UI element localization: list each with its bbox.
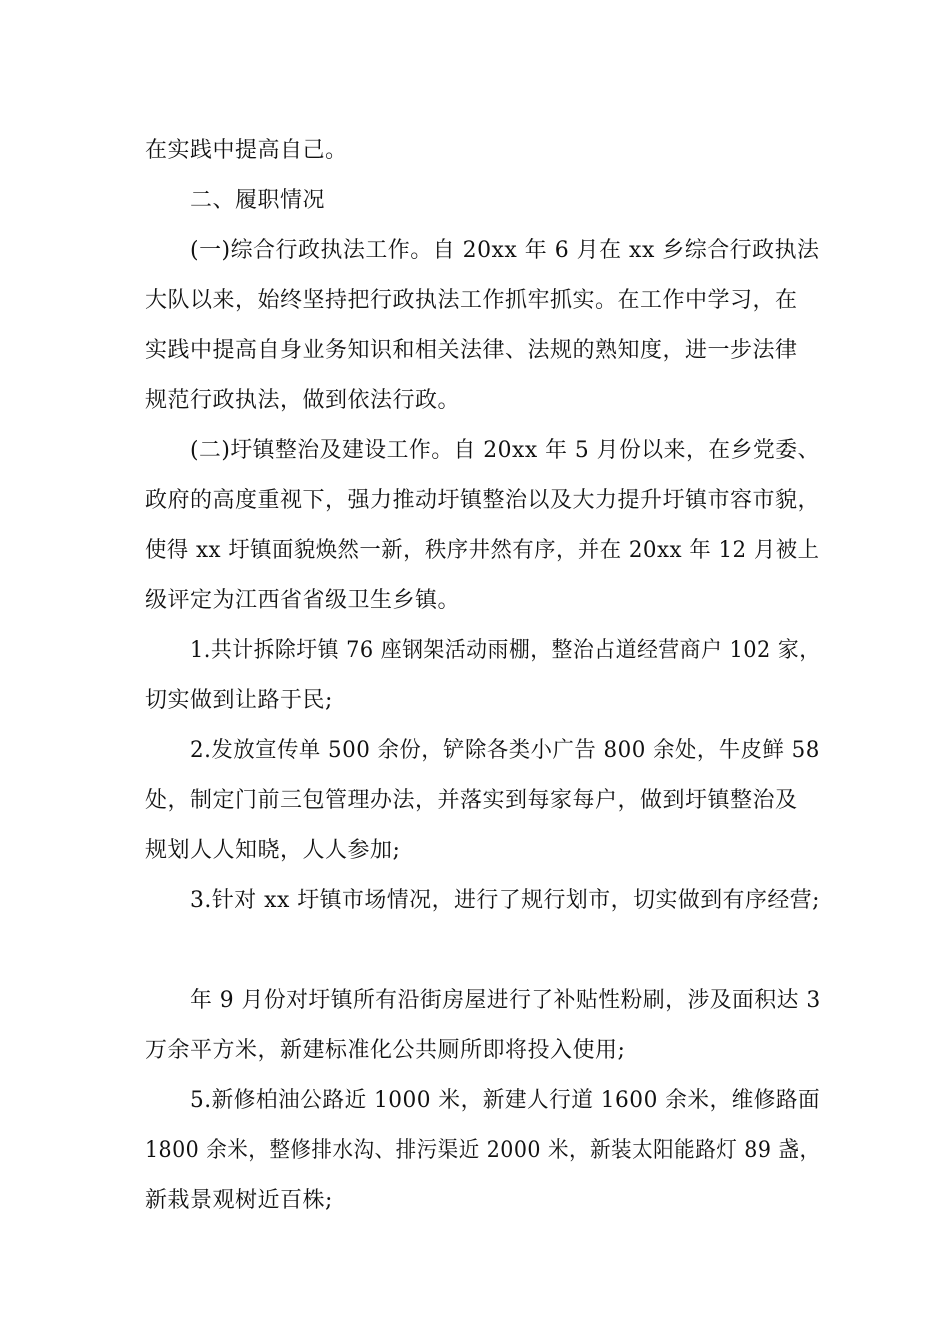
text-line: 使得 xx 圩镇面貌焕然一新，秩序井然有序，并在 20xx 年 12 月被上 (145, 538, 820, 563)
text-line: 切实做到让路于民; (145, 688, 333, 713)
text-line: 在实践中提高自己。 (145, 138, 348, 163)
text-line: 实践中提高自身业务知识和相关法律、法规的熟知度，进一步法律 (145, 338, 798, 363)
text-line: 政府的高度重视下，强力推动圩镇整治以及大力提升圩镇市容市貌， (145, 488, 821, 513)
list-item-5: 5.新修柏油公路近 1000 米，新建人行道 1600 余米，维修路面 (190, 1088, 821, 1113)
text-line: (二)圩镇整治及建设工作。自 20xx 年 5 月份以来，在乡党委、 (190, 438, 820, 463)
list-item-1: 1.共计拆除圩镇 76 座钢架活动雨棚，整治占道经营商户 102 家， (190, 638, 821, 663)
list-item-2: 2.发放宣传单 500 余份，铲除各类小广告 800 余处，牛皮鲜 58 (190, 738, 820, 763)
text-line: 规划人人知晓，人人参加; (145, 838, 401, 863)
section-heading: 二、履职情况 (190, 188, 326, 213)
text-line: 级评定为江西省省级卫生乡镇。 (145, 588, 461, 613)
text-line: 规范行政执法，做到依法行政。 (145, 388, 461, 413)
list-item-3: 3.针对 xx 圩镇市场情况，进行了规行划市，切实做到有序经营; (190, 888, 821, 913)
text-line: 处，制定门前三包管理办法，并落实到每家每户，做到圩镇整治及 (145, 788, 798, 813)
text-line: 万余平方米，新建标准化公共厕所即将投入使用; (145, 1038, 626, 1063)
text-line: 新栽景观树近百株; (145, 1188, 333, 1213)
text-line: 年 9 月份对圩镇所有沿街房屋进行了补贴性粉刷，涉及面积达 3 (190, 988, 821, 1013)
text-line: 1800 余米，整修排水沟、排污渠近 2000 米，新装太阳能路灯 89 盏， (145, 1138, 821, 1163)
text-line: 大队以来，始终坚持把行政执法工作抓牢抓实。在工作中学习，在 (145, 288, 798, 313)
text-line: (一)综合行政执法工作。自 20xx 年 6 月在 xx 乡综合行政执法 (190, 238, 820, 263)
